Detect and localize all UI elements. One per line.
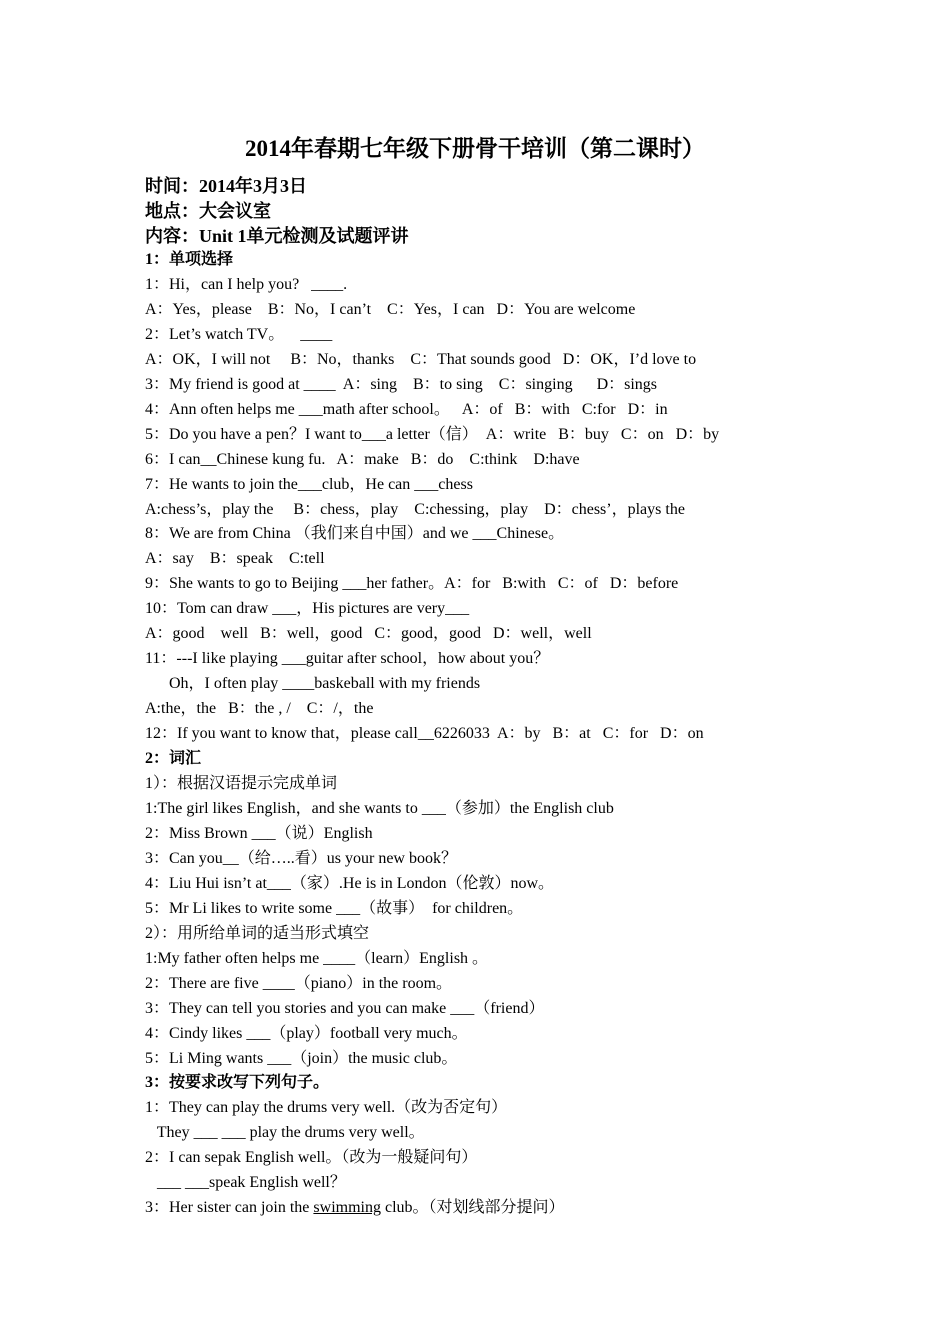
section-heading: 3：按要求改写下列句子。 [145, 1074, 330, 1092]
exercise-line: 1：Hi，can I help you? ____. [145, 275, 348, 293]
exercise-line: 3：Can you__（给…..看）us your new book？ [145, 849, 457, 867]
exercise-line: 1：They can play the drums very well.（改为否定句） [145, 1099, 508, 1117]
line-text-before: 3：Her sister can join the [145, 1199, 314, 1217]
exercise-line: A：OK，I will not B：No，thanks C：That sounds good D：OK，I’d love to [145, 350, 697, 368]
line-text-after: club。（对划线部分提问） [380, 1199, 565, 1217]
exercise-line: A：say B：speak C:tell [145, 550, 325, 568]
exercise-line: 6：I can__Chinese kung fu. A：make B：do C:think D:have [145, 450, 580, 468]
exercise-line: 12：If you want to know that，please call__6226033 A：by B：at C：for D：on [145, 725, 704, 743]
exercise-line: 4：Liu Hui isn’t at___（家）.He is in London（伦敦）now。 [145, 874, 555, 892]
exercise-line: 3：They can tell you stories and you can make ___（friend） [145, 999, 545, 1017]
exercise-line: 4：Ann often helps me ___math after school。 A：of B：with C:for D：in [145, 400, 668, 418]
exercise-line: A:chess’s，play the B：chess，play C:chessing，play D：chess’，plays the [145, 500, 685, 518]
exercise-line: 2：I can sepak English well。（改为一般疑问句） [145, 1149, 478, 1167]
exercise-line: 2：Let’s watch TV。 ____ [145, 325, 333, 343]
exercise-line [145, 1196, 915, 1221]
exercise-line: A:the，the B：the , / C：/，the [145, 700, 374, 718]
exercise-line: 11：---I like playing ___guitar after school，how about you？ [145, 650, 550, 668]
exercise-line: 10：Tom can draw ___，His pictures are very___ [145, 600, 470, 618]
exercise-line: A：Yes，please B：No，I can’t C：Yes，I can D：You are welcome [145, 300, 636, 318]
exercise-line: 5：Mr Li likes to write some ___（故事） for children。 [145, 899, 524, 917]
meta-block [145, 174, 905, 249]
exercise-line: 1）：根据汉语提示完成单词 [145, 775, 338, 793]
exercise-line: 2：Miss Brown ___（说）English [145, 824, 373, 842]
exercise-line: ___ ___speak English well？ [145, 1174, 346, 1192]
meta-location: 地点：大会议室 [145, 201, 271, 221]
exercise-line: Oh，I often play ____baskeball with my friends [145, 675, 481, 693]
exercise-line: A：good well B：well，good C：good，good D：well，well [145, 625, 592, 643]
exercise-line: 5：Li Ming wants ___（join）the music club。 [145, 1049, 458, 1067]
page-title: 2014年春期七年级下册骨干培训（第二课时） [245, 136, 705, 161]
exercise-line: They ___ ___ play the drums very well。 [145, 1124, 425, 1142]
exercise-line: 1:My father often helps me ____（learn）English 。 [145, 949, 489, 967]
exercise-line: 2）：用所给单词的适当形式填空 [145, 924, 370, 942]
section-heading: 1：单项选择 [145, 251, 234, 268]
meta-time: 时间：2014年3月3日 [145, 176, 307, 196]
exercise-body [145, 248, 915, 1221]
exercise-line: 5：Do you have a pen？I want to___a letter（信） A：write B：buy C：on D：by [145, 425, 720, 443]
exercise-line: 9：She wants to go to Beijing ___her father。A：for B:with C：of D：before [145, 575, 679, 593]
exercise-line: 3：My friend is good at ____ A：sing B：to sing C：singing D：sings [145, 375, 658, 393]
underlined-word: swimming [313, 1199, 381, 1217]
section-heading: 2：词汇 [145, 750, 202, 768]
exercise-line: 1:The girl likes English，and she wants to ___（参加）the English club [145, 799, 614, 817]
exercise-line: 8：We are from China （我们来自中国）and we ___Chinese。 [145, 525, 565, 543]
exercise-line: 7：He wants to join the___club，He can ___chess [145, 475, 473, 493]
meta-content: 内容：Unit 1单元检测及试题评讲 [145, 226, 409, 246]
exercise-line: 2：There are five ____（piano）in the room。 [145, 974, 453, 992]
exercise-line: 4：Cindy likes ___（play）football very much。 [145, 1024, 468, 1042]
